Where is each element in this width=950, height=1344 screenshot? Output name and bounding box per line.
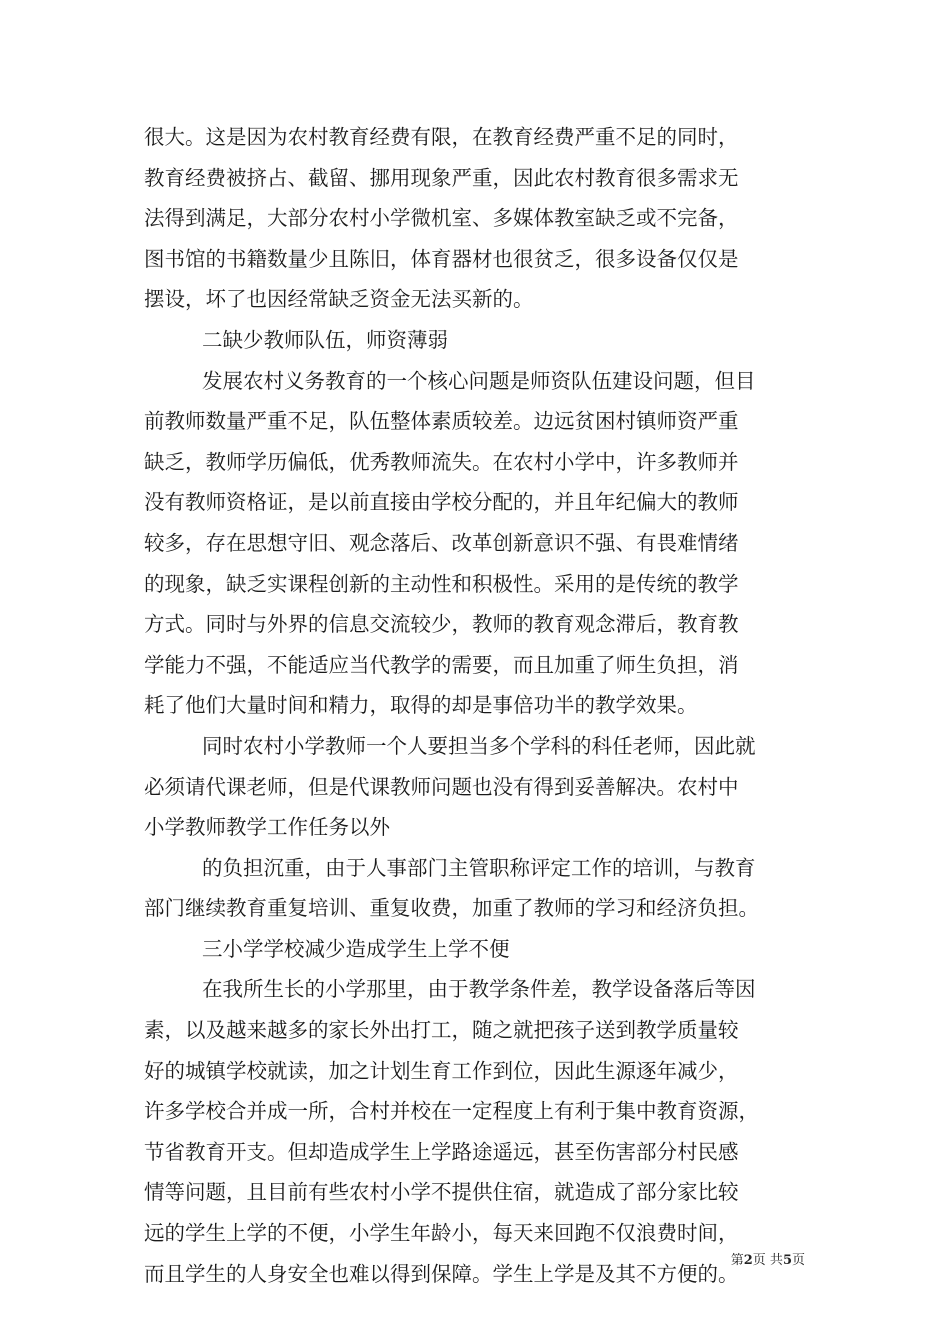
text-line: 没有教师资格证，是以前直接由学校分配的，并且年纪偏大的教师 [144, 490, 739, 515]
text-line: 的现象，缺乏实课程创新的主动性和积极性。采用的是传统的教学 [144, 571, 739, 596]
current-page-number: 2 [743, 1253, 753, 1268]
footer-suffix: 页 [791, 1253, 805, 1268]
text-line: 小学教师教学工作任务以外 [144, 815, 390, 840]
text-line: 三小学学校减少造成学生上学不便 [202, 936, 510, 961]
text-line: 许多学校合并成一所，合村并校在一定程度上有利于集中教育资源， [144, 1099, 759, 1124]
footer-middle: 页 共 [752, 1253, 783, 1268]
text-line: 必须请代课老师，但是代课教师问题也没有得到妥善解决。农村中 [144, 774, 739, 799]
text-line: 情等问题，且目前有些农村小学不提供住宿，就造成了部分家比较 [144, 1180, 739, 1205]
text-line: 在我所生长的小学那里，由于教学条件差，教学设备落后等因 [202, 977, 756, 1002]
document-body [144, 117, 824, 1294]
footer-prefix: 第 [730, 1253, 744, 1268]
text-line: 较多，存在思想守旧、观念落后、改革创新意识不强、有畏难情绪 [144, 530, 739, 555]
text-line: 教育经费被挤占、截留、挪用现象严重，因此农村教育很多需求无 [144, 165, 739, 190]
text-line: 同时农村小学教师一个人要担当多个学科的科任老师，因此就 [202, 733, 756, 758]
text-line: 的负担沉重，由于人事部门主管职称评定工作的培训，与教育 [202, 855, 756, 880]
text-line: 图书馆的书籍数量少且陈旧，体育器材也很贫乏，很多设备仅仅是 [144, 246, 739, 271]
text-line: 摆设，坏了也因经常缺乏资金无法买新的。 [144, 287, 534, 312]
text-line: 素，以及越来越多的家长外出打工，随之就把孩子送到教学质量较 [144, 1018, 739, 1043]
text-line: 很大。这是因为农村教育经费有限，在教育经费严重不足的同时， [144, 125, 739, 149]
total-page-number: 5 [782, 1253, 792, 1268]
text-line: 节省教育开支。但却造成学生上学路途遥远，甚至伤害部分村民感 [144, 1139, 739, 1164]
text-line: 缺乏，教师学历偏低，优秀教师流失。在农村小学中，许多教师并 [144, 449, 739, 474]
text-line: 而且学生的人身安全也难以得到保障。学生上学是及其不方便的。 [144, 1261, 739, 1286]
text-line: 二缺少教师队伍，师资薄弱 [202, 327, 448, 352]
text-line: 远的学生上学的不便，小学生年龄小，每天来回跑不仅浪费时间， [144, 1221, 739, 1246]
text-line: 好的城镇学校就读，加之计划生育工作到位，因此生源逐年减少， [144, 1058, 739, 1083]
page-number-footer [731, 1249, 805, 1268]
text-line: 发展农村义务教育的一个核心问题是师资队伍建设问题，但目 [202, 368, 756, 393]
text-line: 学能力不强，不能适应当代教学的需要，而且加重了师生负担，消 [144, 652, 739, 677]
text-line: 前教师数量严重不足，队伍整体素质较差。边远贫困村镇师资严重 [144, 409, 739, 434]
text-line: 法得到满足，大部分农村小学微机室、多媒体教室缺乏或不完备， [144, 206, 739, 231]
text-line: 耗了他们大量时间和精力，取得的却是事倍功半的教学效果。 [144, 693, 698, 718]
text-line: 方式。同时与外界的信息交流较少，教师的教育观念滞后，教育教 [144, 612, 739, 637]
text-line: 部门继续教育重复培训、重复收费，加重了教师的学习和经济负担。 [144, 896, 759, 921]
